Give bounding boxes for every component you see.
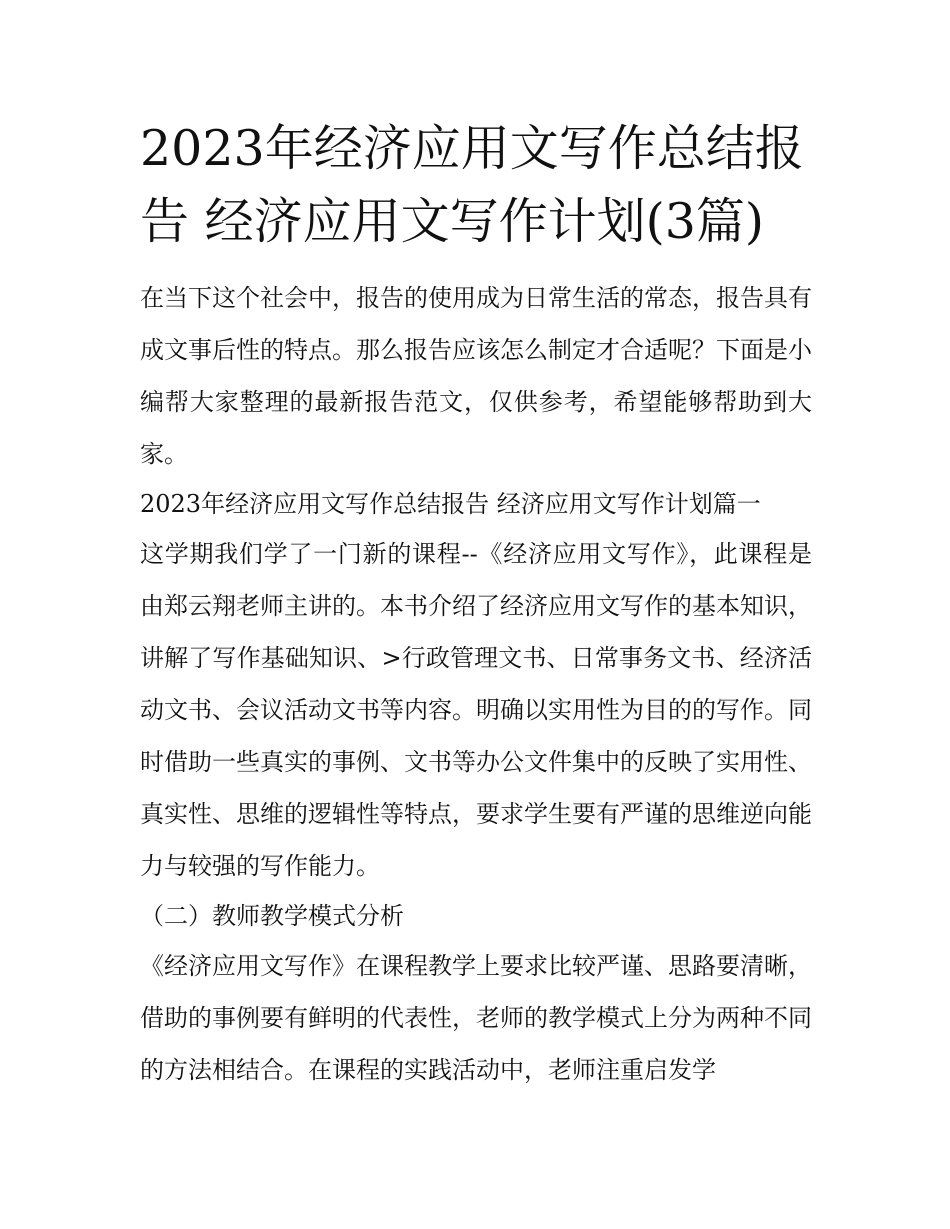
section-title: 2023年经济应用文写作总结报告 经济应用文写作计划篇一: [140, 490, 761, 518]
body-paragraph-2: 《经济应用文写作》在课程教学上要求比较严谨、思路要清晰，借助的事例要有鲜明的代表性，老师的教学模式上分为两种不同的方法相结合。在课程的实践活动中，老师注重启发学: [140, 952, 812, 1084]
body-paragraph-1: 这学期我们学了一门新的课程--《经济应用文写作》，此课程是由郑云翔老师主讲的。本书介绍了经济应用文写作的基本知识，讲解了写作基础知识、>行政管理文书、日常事务文书、经济活动文书、会议活动文书等内容。明确以实用性为目的的写作。同时借助一些真实的事例、文书等办公文件集中的反映了实用性、真实性、思维的逻辑性等特点，要求学生要有严谨的思维逆向能力与较强的写作能力。: [140, 540, 812, 880]
subheading: （二）教师教学模式分析: [140, 902, 404, 930]
document-page: [140, 112, 812, 1096]
intro-paragraph: 在当下这个社会中，报告的使用成为日常生活的常态，报告具有成文事后性的特点。那么报告应该怎么制定才合适呢？下面是小编帮大家整理的最新报告范文，仅供参考，希望能够帮助到大家。: [140, 284, 812, 468]
document-title: 2023年经济应用文写作总结报告 经济应用文写作计划(3篇): [140, 120, 804, 250]
